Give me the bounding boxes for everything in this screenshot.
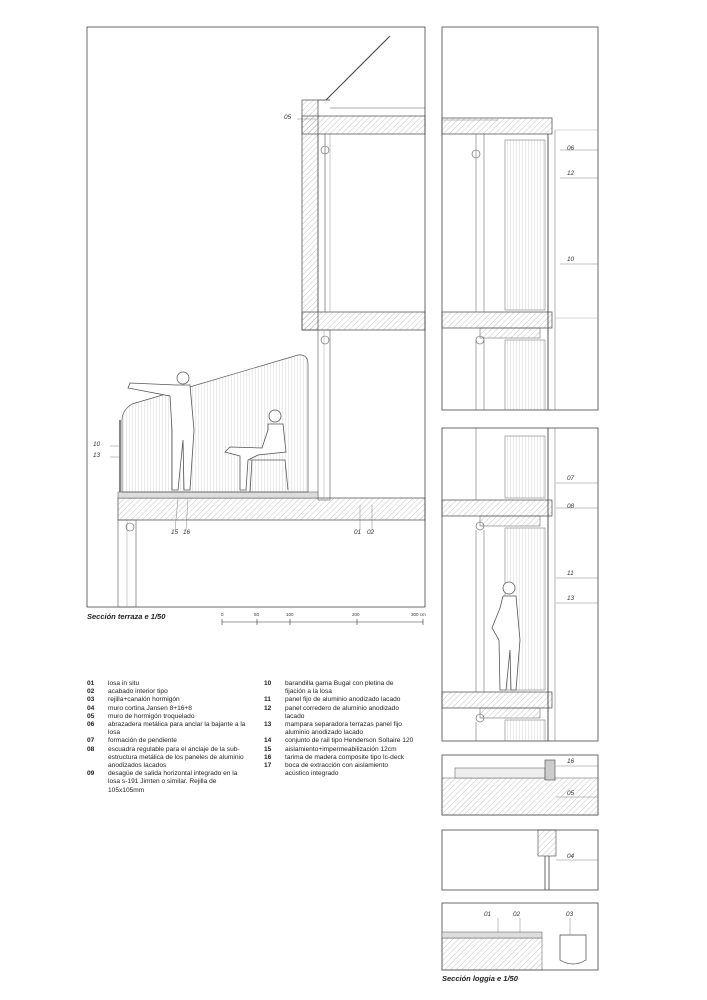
label-02-detail: 02: [513, 911, 521, 918]
label-06-right: 06: [567, 145, 575, 152]
legend-item: 01 losa in situ: [87, 680, 140, 687]
label-13-right: 13: [567, 595, 575, 602]
caption-terraza: Sección terraza e 1/50: [87, 612, 166, 621]
scale-label-100: 100: [286, 612, 294, 617]
legend-item: 11 panel fijo de aluminio anodizado lacado: [264, 696, 401, 704]
legend-item: 07 formación de pendiente: [87, 737, 177, 745]
detail-panel-top: [442, 27, 598, 410]
scale-label-50: 50: [254, 612, 260, 617]
caption-loggia: Sección loggia e 1/50: [442, 974, 518, 983]
label-02: 02: [367, 529, 375, 536]
legend-item: 13 mampara separadora terrazas panel fijo aluminio anodizado lacado: [264, 721, 402, 737]
legend-item: 03 rejilla+canalón hormigón: [87, 696, 180, 704]
label-01-detail: 01: [484, 911, 492, 918]
legend-item: 14 conjunto de rail tipo Henderson Soltaire 120: [264, 737, 414, 745]
label-05-right: 05: [567, 790, 575, 797]
legend-item: 15 aislamiento+impermeabilización 12cm: [264, 745, 397, 753]
label-11-right: 11: [567, 570, 574, 577]
label-13-left: 13: [93, 452, 101, 459]
detail-panel-middle: [442, 428, 598, 741]
label-05-top: 05: [284, 114, 292, 121]
legend-item: 09 desagüe de salida horizontal integrado en la losa s-191 Jimten o similar. Rejilla de 105x105mm: [87, 770, 238, 794]
scale-label-300: 300 cm: [411, 612, 426, 617]
label-10-right: 10: [567, 256, 575, 263]
detail-panel-parapet: [442, 755, 598, 815]
label-16: 16: [183, 529, 191, 536]
person-standing-detail-silhouette: [492, 582, 520, 690]
legend-item: 08 escuadra regulable para el anclaje de la sub-estructura metálica de los paneles de aluminio anodizados lacados: [87, 745, 244, 770]
scale-bar: [222, 619, 423, 625]
label-07-right: 07: [567, 475, 575, 482]
legend-item: 17 boca de extracción con aislamiento acústico integrado: [264, 762, 388, 778]
legend-item: 05 muro de hormigón troquelado: [87, 712, 195, 720]
label-01: 01: [354, 529, 362, 536]
label-12-right: 12: [567, 170, 575, 177]
legend-item: 04 muro cortina Jansen 8+16+8: [87, 704, 192, 712]
label-03-detail: 03: [566, 911, 574, 918]
label-08-right: 08: [567, 503, 575, 510]
legend-item: 10 barandilla gama Bugal con pletina de fijación a la losa: [264, 680, 394, 696]
terraza-section: [87, 27, 425, 607]
legend-item: 12 panel corredero de aluminio anodizado lacado: [264, 704, 400, 720]
scale-label-200: 200: [352, 612, 360, 617]
scale-label-0: 0: [221, 612, 224, 617]
label-15: 15: [171, 529, 179, 536]
label-10-left: 10: [93, 441, 101, 448]
legend-item: 02 acabado interior tipo: [87, 688, 168, 696]
detail-panel-curtain-wall: [442, 830, 598, 890]
label-04-right: 04: [567, 853, 575, 860]
legend-item: 06 abrazadera metálica para anclar la bajante a la losa: [87, 721, 246, 737]
legend-left: [87, 680, 247, 795]
legend-item: 16 tarima de madera composite tipo Ic-deck: [264, 753, 405, 761]
legend-right: [264, 680, 414, 778]
label-16-right: 16: [567, 758, 575, 765]
